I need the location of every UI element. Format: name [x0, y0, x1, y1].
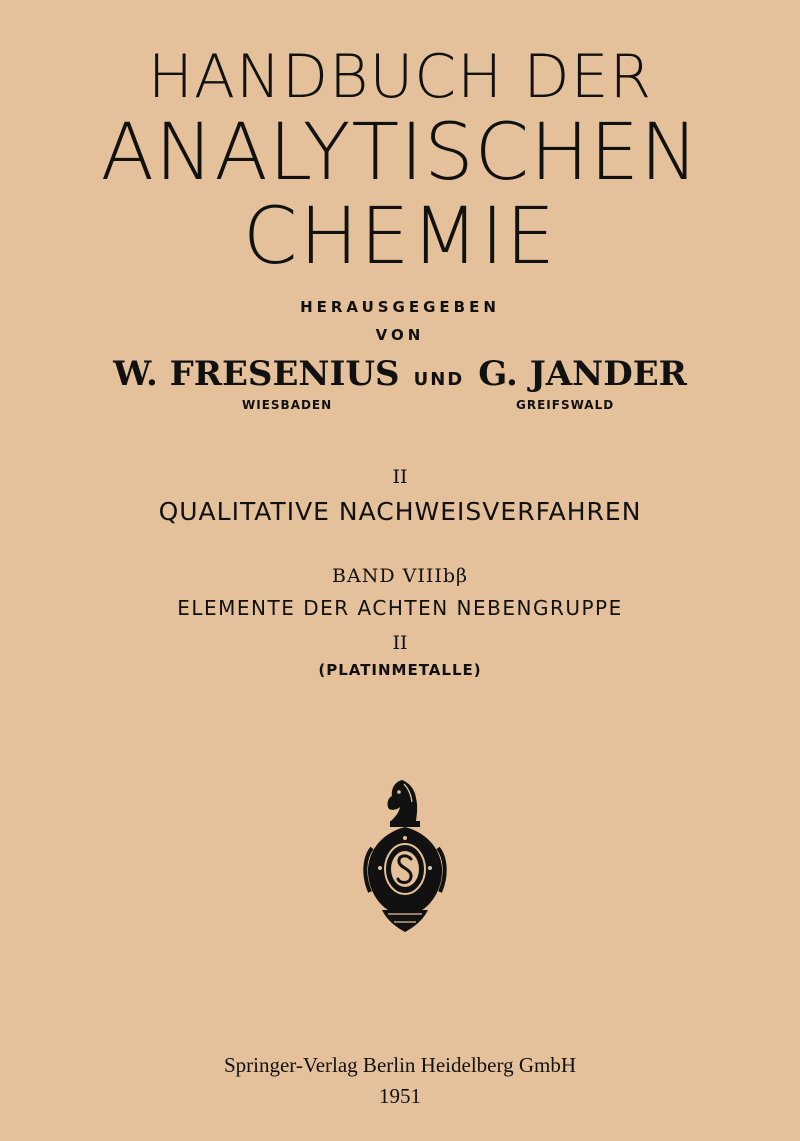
title-line-2: ANALYTISCHEN [100, 108, 700, 198]
und-label: UND [413, 369, 465, 390]
editor-1-city: WIESBADEN [242, 398, 333, 412]
springer-knight-emblem-icon [358, 776, 452, 936]
title-line-3: CHEMIE [243, 192, 557, 282]
editors [0, 354, 800, 394]
volume-label: BAND VIIIbβ [332, 565, 468, 587]
volume-title: ELEMENTE DER ACHTEN NEBENGRUPPE [177, 596, 623, 620]
part-title: QUALITATIVE NACHWEISVERFAHREN [158, 497, 642, 526]
title-line-1: HANDBUCH DER [147, 42, 653, 112]
part-number: II [392, 466, 408, 488]
volume-subtitle: (PLATINMETALLE) [318, 661, 482, 679]
publication-year: 1951 [379, 1084, 421, 1108]
editor-2-name: G. JANDER [478, 354, 687, 394]
volume-part: II [392, 632, 408, 654]
publisher-line: Springer-Verlag Berlin Heidelberg GmbH [223, 1053, 577, 1077]
von-label: VON [375, 326, 425, 344]
herausgegeben-label: HERAUSGEGEBEN [300, 298, 500, 316]
editor-2-city: GREIFSWALD [516, 398, 615, 412]
editor-1-name: W. FRESENIUS [113, 354, 400, 394]
